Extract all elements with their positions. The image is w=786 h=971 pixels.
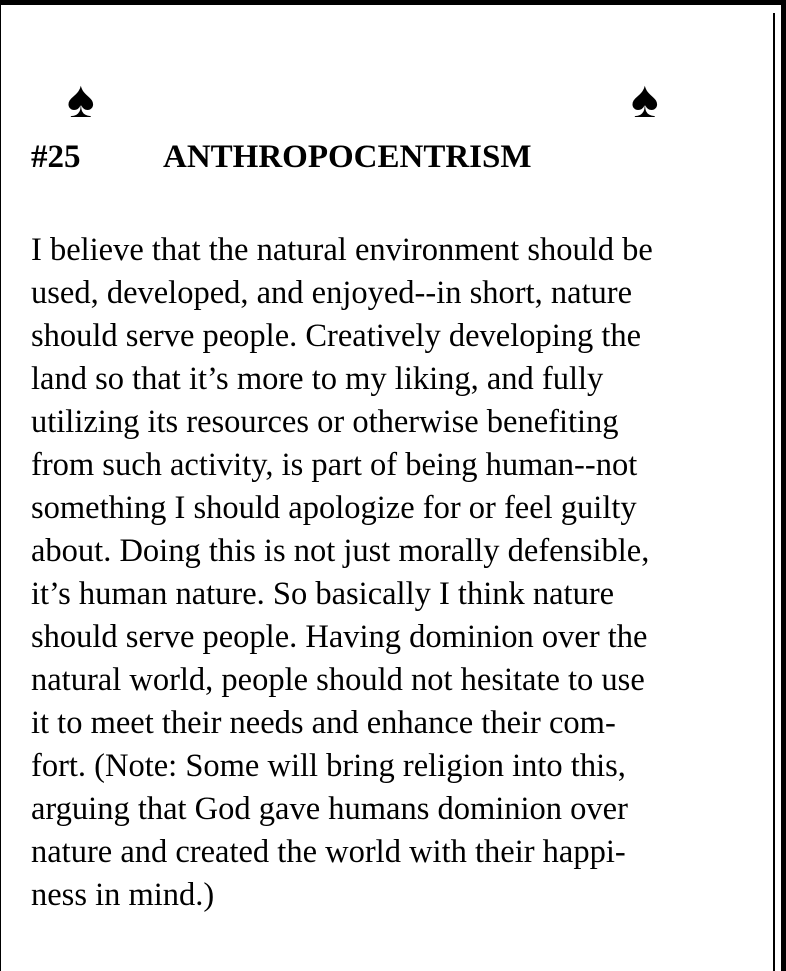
card-body	[31, 229, 761, 917]
spade-icon-left: ♠	[67, 72, 95, 129]
body-line: should serve people. Creatively developing the	[31, 318, 642, 354]
body-line: fort. (Note: Some will bring religion into this,	[31, 748, 626, 784]
card-number: #25	[31, 139, 81, 175]
body-line: used, developed, and enjoyed--in short, nature	[31, 275, 633, 311]
body-line: should serve people. Having dominion over the	[31, 619, 648, 655]
body-line: natural world, people should not hesitate to use	[31, 662, 645, 698]
spade-icon-right: ♠	[631, 72, 659, 129]
body-line: it’s human nature. So basically I think nature	[31, 576, 615, 612]
card-heading	[31, 139, 532, 176]
body-line: it to meet their needs and enhance their com-	[31, 705, 616, 741]
body-line: I believe that the natural environment should be	[31, 232, 653, 268]
body-line: from such activity, is part of being human--not	[31, 447, 638, 483]
body-line: ness in mind.)	[31, 877, 215, 913]
body-line: something I should apologize for or feel guilty	[31, 490, 637, 526]
body-line: arguing that God gave humans dominion over	[31, 791, 628, 827]
body-line: about. Doing this is not just morally defensible,	[31, 533, 650, 569]
body-line: utilizing its resources or otherwise benefiting	[31, 404, 619, 440]
card-title: ANTHROPOCENTRISM	[163, 139, 532, 175]
body-line: nature and created the world with their happi-	[31, 834, 626, 870]
body-line: land so that it’s more to my liking, and fully	[31, 361, 604, 397]
